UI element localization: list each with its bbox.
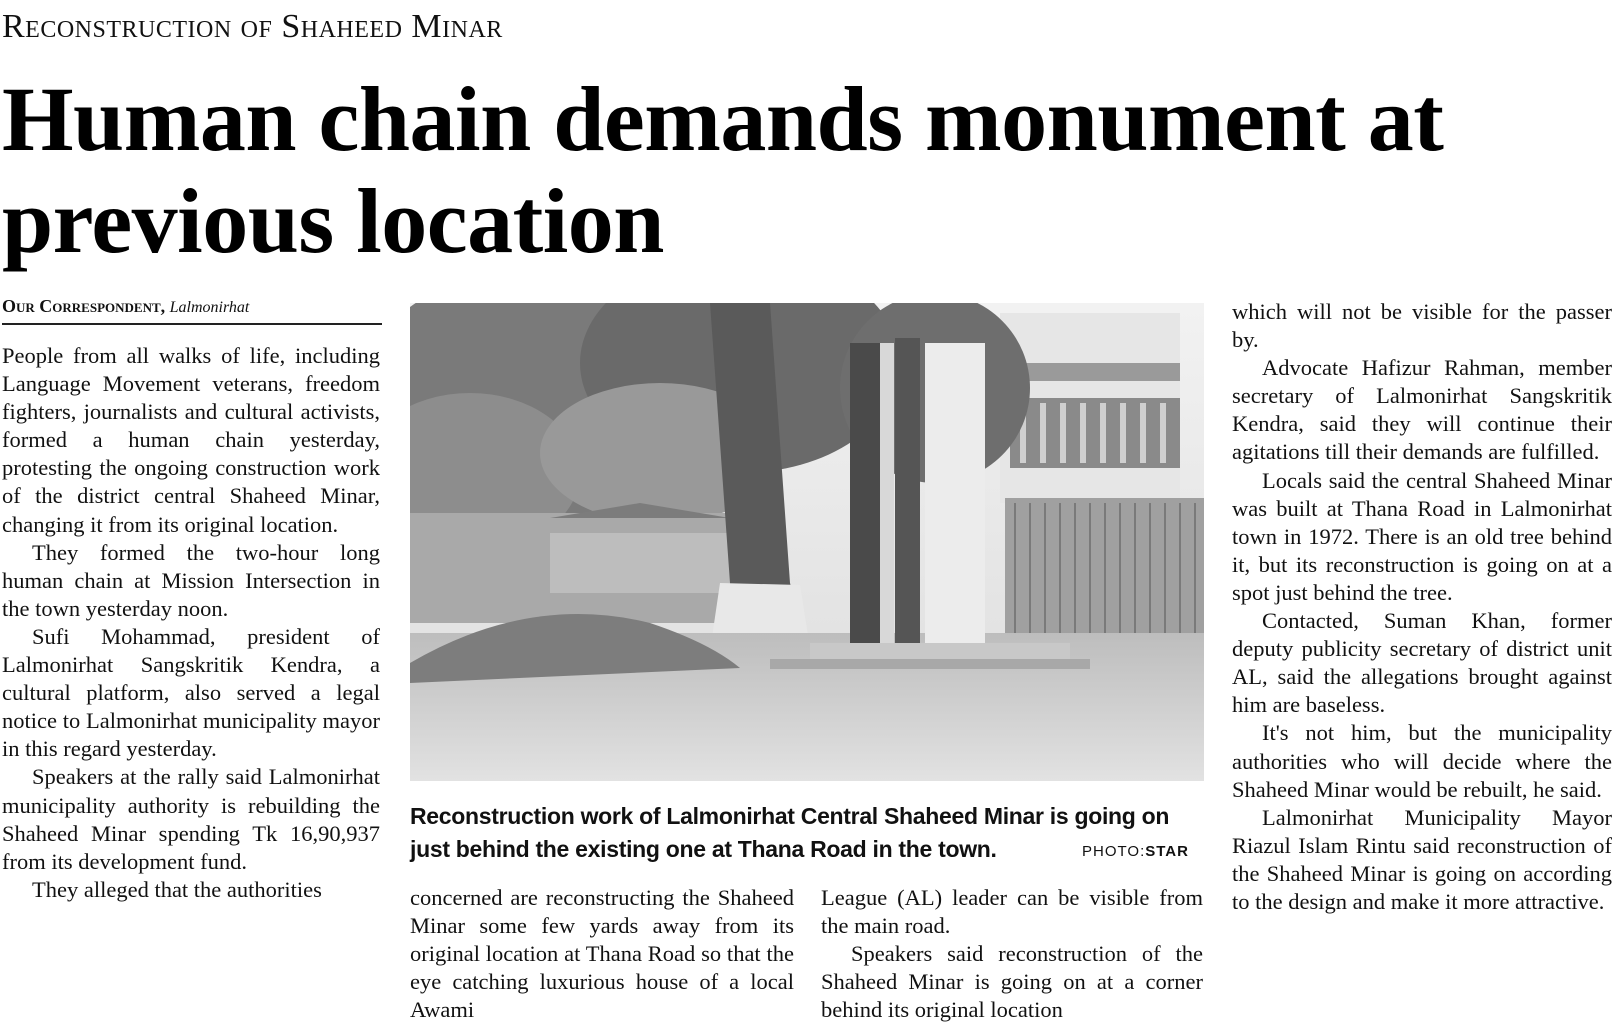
- paragraph: Contacted, Suman Khan, former deputy publicity secretary of district unit AL, said the allegations brought against him are baseless.: [1232, 608, 1612, 718]
- paragraph: concerned are reconstructing the Shaheed Minar some few yards away from its original location at Thana Road so that the eye catching luxurious house of a local Awami: [410, 885, 794, 1023]
- byline-author: Our Correspondent,: [2, 296, 166, 316]
- paragraph: Speakers said reconstruction of the Shaheed Minar is going on at a corner behind its original location: [821, 941, 1203, 1023]
- paragraph: They alleged that the authorities: [32, 876, 322, 902]
- article-column-4: [1232, 298, 1612, 1023]
- paragraph: Lalmonirhat Municipality Mayor Riazul Islam Rintu said reconstruction of the Shaheed Minar is going on according to the design and make it more attractive.: [1232, 804, 1612, 914]
- paragraph: Speakers at the rally said Lalmonirhat municipality authority is rebuilding the Shaheed Minar spending Tk 16,90,937 from its development fund.: [2, 764, 380, 874]
- paragraph: People from all walks of life, including Language Movement veterans, freedom fighters, journalists and cultural activists, formed a human chain yesterday, protesting the ongoing construction work of the district central Shaheed Minar, changing it from its original location.: [2, 343, 380, 537]
- paragraph: They formed the two-hour long human chain at Mission Intersection in the town yesterday noon.: [2, 539, 380, 621]
- paragraph: which will not be visible for the passer by.: [1232, 299, 1612, 353]
- photo-caption: Reconstruction work of Lalmonirhat Central Shaheed Minar is going on just behind the existing one at Thana Road in the town.: [410, 803, 1170, 862]
- paragraph: Advocate Hafizur Rahman, member secretary of Lalmonirhat Sangskritik Kendra, said they will continue their agitations till their demands are fulfilled.: [1232, 355, 1612, 465]
- paragraph: Locals said the central Shaheed Minar was built at Thana Road in Lalmonirhat town in 1972. There is an old tree behind it, but its reconstruction is going on at a spot just behind the tree.: [1232, 467, 1612, 605]
- paragraph: League (AL) leader can be visible from the main road.: [821, 885, 1203, 939]
- article-byline: [2, 296, 382, 325]
- article-kicker: Reconstruction of Shaheed Minar: [2, 8, 503, 45]
- paragraph: Sufi Mohammad, president of Lalmonirhat Sangskritik Kendra, a cultural platform, also served a legal notice to Lalmonirhat municipality mayor in this regard yesterday.: [2, 623, 380, 762]
- photo-credit-label: PHOTO:: [1082, 843, 1146, 860]
- paragraph: It's not him, but the municipality authorities who will decide where the Shaheed Minar would be rebuilt, he said.: [1232, 720, 1612, 802]
- news-photo: [410, 303, 1204, 781]
- article-column-3: [821, 884, 1203, 1024]
- article-headline: Human chain demands monument at previous location: [2, 68, 1444, 272]
- article-column-2: [410, 884, 794, 1024]
- photo-credit: [1082, 843, 1189, 860]
- byline-place: Lalmonirhat: [169, 299, 250, 316]
- shaheed-minar-photo-image: [410, 303, 1204, 781]
- article-column-1: [2, 342, 380, 1022]
- photo-credit-source: STAR: [1145, 843, 1189, 860]
